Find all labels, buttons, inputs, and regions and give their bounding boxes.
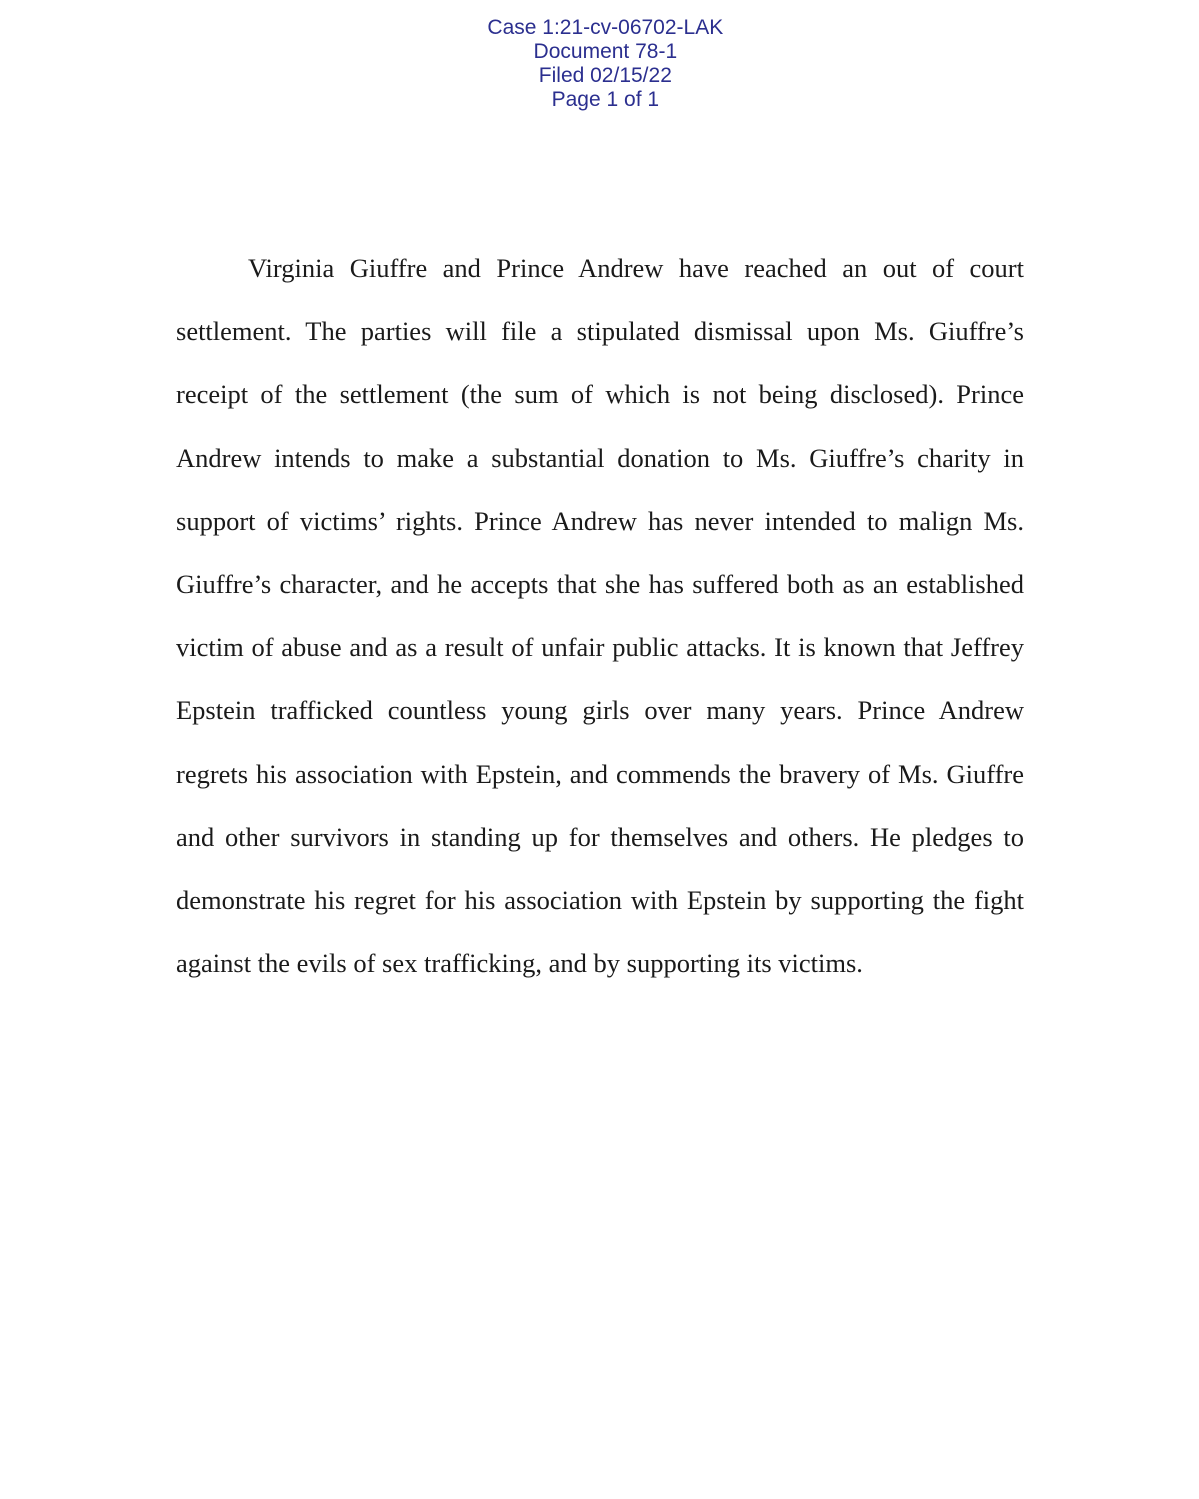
paragraph-line: demonstrate his regret for his association with Epstein by supporting the fight [176, 884, 1024, 915]
paragraph-line: receipt of the settlement (the sum of which is not being disclosed). Prince [176, 379, 1024, 410]
paragraph-line: Andrew intends to make a substantial donation to Ms. Giuffre’s charity in [176, 442, 1024, 473]
paragraph-line: Giuffre’s character, and he accepts that she has suffered both as an established [176, 568, 1024, 599]
document-number: Document 78-1 [533, 40, 678, 63]
paragraph-line: and other survivors in standing up for themselves and others. He pledges to [176, 821, 1024, 852]
paragraph-line: Virginia Giuffre and Prince Andrew have reached an out of court [248, 253, 1024, 283]
settlement-statement-paragraph [176, 246, 1024, 1004]
paragraph-line: victim of abuse and as a result of unfair public attacks. It is known that Jeffrey [176, 632, 1024, 663]
paragraph-line: against the evils of sex trafficking, and by supporting its victims. [176, 948, 863, 979]
filed-date: Filed 02/15/22 [538, 64, 672, 87]
page-indicator: Page 1 of 1 [551, 88, 660, 111]
paragraph-line: settlement. The parties will file a stipulated dismissal upon Ms. Giuffre’s [176, 316, 1024, 347]
paragraph-line: support of victims’ rights. Prince Andrew has never intended to malign Ms. [176, 505, 1024, 536]
paragraph-line: Epstein trafficked countless young girls over many years. Prince Andrew [176, 695, 1024, 726]
paragraph-line: regrets his association with Epstein, and commends the bravery of Ms. Giuffre [176, 758, 1024, 789]
case-number: Case 1:21-cv-06702-LAK [487, 16, 724, 39]
ecf-filing-header [0, 0, 1199, 112]
